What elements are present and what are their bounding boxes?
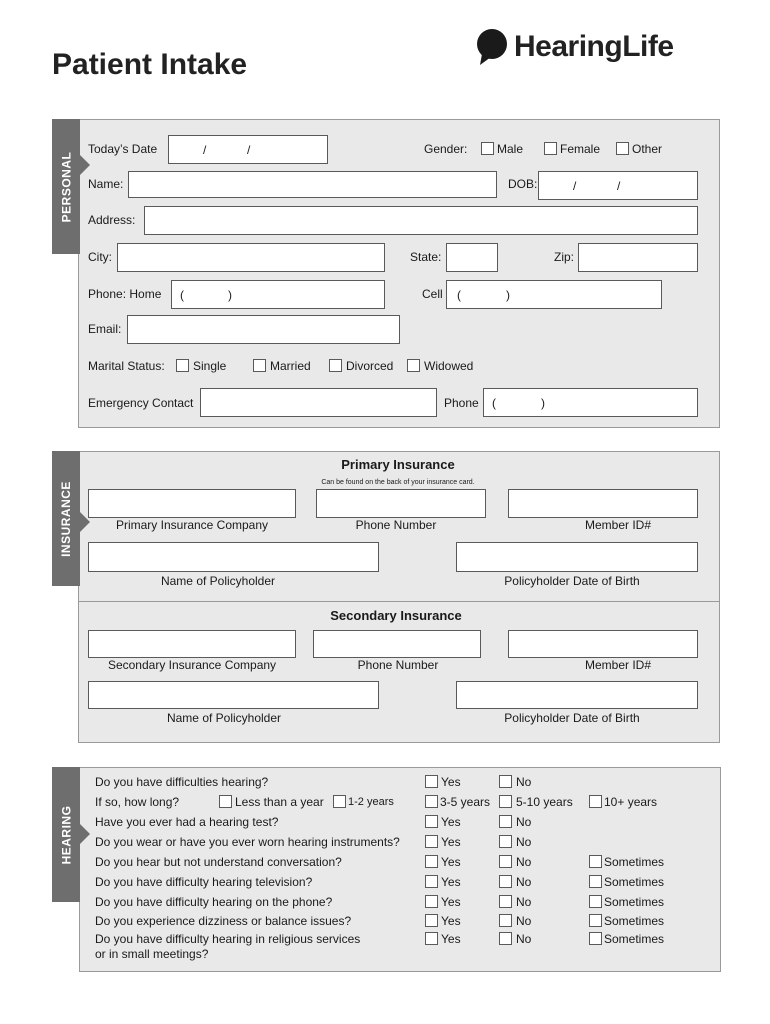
q8-sometimes-checkbox[interactable] <box>589 914 602 927</box>
q8-sometimes-label: Sometimes <box>604 914 665 928</box>
secondary-member-id-caption: Member ID# <box>584 658 652 672</box>
page-title: Patient Intake <box>52 48 248 81</box>
q9-yes-checkbox[interactable] <box>425 932 438 945</box>
gender-female-checkbox[interactable] <box>544 142 557 155</box>
zip-field[interactable] <box>578 243 698 272</box>
personal-section <box>78 119 720 428</box>
personal-tab <box>52 119 80 254</box>
duration-3-5-years-label: 3-5 years <box>440 795 491 809</box>
q9-sometimes-label: Sometimes <box>604 932 665 946</box>
phone-home-field[interactable] <box>171 280 385 309</box>
marital-status-label: Marital Status: <box>88 359 165 373</box>
primary-member-id-caption: Member ID# <box>584 518 652 532</box>
q5-no-label: No <box>516 855 532 869</box>
city-field[interactable] <box>117 243 385 272</box>
date-sep-1: / <box>203 142 207 157</box>
q7-sometimes-checkbox[interactable] <box>589 895 602 908</box>
question-difficulty-hearing: Do you have difficulties hearing? <box>95 775 269 789</box>
question-hearing-test: Have you ever had a hearing test? <box>95 815 279 829</box>
emergency-contact-field[interactable] <box>200 388 437 417</box>
question-hearing-instruments: Do you wear or have you ever worn hearing instruments? <box>95 835 400 849</box>
question-religious-services-cont: or in small meetings? <box>95 947 209 961</box>
q7-yes-checkbox[interactable] <box>425 895 438 908</box>
zip-label: Zip: <box>554 250 575 264</box>
primary-phone-caption: Phone Number <box>355 518 437 532</box>
emergency-contact-label: Emergency Contact <box>88 396 194 410</box>
secondary-company-caption: Secondary Insurance Company <box>107 658 277 672</box>
address-field[interactable] <box>144 206 698 235</box>
marital-divorced-checkbox[interactable] <box>329 359 342 372</box>
email-label: Email: <box>88 322 122 336</box>
q9-no-label: No <box>516 932 532 946</box>
duration-less-than-year-label: Less than a year <box>235 795 324 809</box>
emergency-phone-label: Phone <box>444 396 479 410</box>
question-how-long: If so, how long? <box>95 795 180 809</box>
q3-yes-label: Yes <box>441 815 461 829</box>
q8-yes-label: Yes <box>441 914 461 928</box>
insurance-tab-label: INSURANCE <box>59 480 73 557</box>
primary-phone-field[interactable] <box>316 489 486 518</box>
q4-no-label: No <box>516 835 532 849</box>
primary-company-caption: Primary Insurance Company <box>115 518 269 532</box>
city-label: City: <box>88 250 112 264</box>
q1-no-checkbox[interactable] <box>499 775 512 788</box>
q3-yes-checkbox[interactable] <box>425 815 438 828</box>
primary-company-field[interactable] <box>88 489 296 518</box>
gender-other-label: Other <box>632 142 663 156</box>
paren-close: ) <box>541 395 545 410</box>
logo-text: HearingLife <box>514 30 674 63</box>
dob-label: DOB: <box>508 177 538 191</box>
gender-female-label: Female <box>560 142 601 156</box>
q6-no-checkbox[interactable] <box>499 875 512 888</box>
q8-yes-checkbox[interactable] <box>425 914 438 927</box>
phone-home-label: Phone: Home <box>88 287 162 301</box>
gender-other-checkbox[interactable] <box>616 142 629 155</box>
q5-sometimes-checkbox[interactable] <box>589 855 602 868</box>
q5-no-checkbox[interactable] <box>499 855 512 868</box>
q5-sometimes-label: Sometimes <box>604 855 665 869</box>
marital-single-label: Single <box>193 359 227 373</box>
primary-insurance-note: Can be found on the back of your insurance card. <box>321 479 475 486</box>
question-dizziness: Do you experience dizziness or balance issues? <box>95 914 352 928</box>
state-label: State: <box>410 250 442 264</box>
tab-arrow-icon <box>80 824 90 844</box>
secondary-policyholder-name-field[interactable] <box>88 681 379 709</box>
primary-member-id-field[interactable] <box>508 489 698 518</box>
marital-divorced-label: Divorced <box>346 359 394 373</box>
secondary-company-field[interactable] <box>88 630 296 658</box>
q8-no-checkbox[interactable] <box>499 914 512 927</box>
q9-no-checkbox[interactable] <box>499 932 512 945</box>
gender-male-checkbox[interactable] <box>481 142 494 155</box>
todays-date-field[interactable] <box>168 135 328 164</box>
name-field[interactable] <box>128 171 497 198</box>
q7-no-label: No <box>516 895 532 909</box>
duration-10-plus-years-label: 10+ years <box>604 795 658 809</box>
q7-yes-label: Yes <box>441 895 461 909</box>
q3-no-label: No <box>516 815 532 829</box>
dob-field[interactable] <box>538 171 698 200</box>
q6-sometimes-checkbox[interactable] <box>589 875 602 888</box>
secondary-policyholder-dob-caption: Policyholder Date of Birth <box>504 711 640 725</box>
name-label: Name: <box>88 177 124 191</box>
question-understand-conversation: Do you hear but not understand conversation? <box>95 855 342 869</box>
gender-male-label: Male <box>497 142 524 156</box>
primary-policyholder-name-caption: Name of Policyholder <box>160 574 276 588</box>
dob-sep-1: / <box>573 178 577 193</box>
todays-date-label: Today’s Date <box>88 142 158 156</box>
primary-policyholder-dob-caption: Policyholder Date of Birth <box>504 574 640 588</box>
insurance-divider <box>79 601 719 602</box>
address-label: Address: <box>88 213 136 227</box>
q9-sometimes-checkbox[interactable] <box>589 932 602 945</box>
paren-close: ) <box>228 287 232 302</box>
marital-widowed-label: Widowed <box>424 359 474 373</box>
q4-yes-label: Yes <box>441 835 461 849</box>
q6-sometimes-label: Sometimes <box>604 875 665 889</box>
dob-sep-2: / <box>617 178 621 193</box>
email-field[interactable] <box>127 315 400 344</box>
marital-married-checkbox[interactable] <box>253 359 266 372</box>
q1-yes-checkbox[interactable] <box>425 775 438 788</box>
insurance-tab <box>52 451 80 586</box>
q5-yes-checkbox[interactable] <box>425 855 438 868</box>
gender-label: Gender: <box>424 142 468 156</box>
duration-1-2-years-label: 1-2 years <box>348 796 394 808</box>
primary-policyholder-dob-field[interactable] <box>456 542 698 572</box>
q4-no-checkbox[interactable] <box>499 835 512 848</box>
q7-no-checkbox[interactable] <box>499 895 512 908</box>
tab-arrow-icon <box>80 155 90 175</box>
marital-single-checkbox[interactable] <box>176 359 189 372</box>
q8-no-label: No <box>516 914 532 928</box>
paren-open: ( <box>180 287 184 302</box>
emergency-phone-field[interactable] <box>483 388 698 417</box>
personal-tab-label: PERSONAL <box>59 151 73 222</box>
duration-1-2-years-checkbox[interactable] <box>333 795 346 808</box>
primary-policyholder-name-field[interactable] <box>88 542 379 572</box>
cell-label: Cell <box>422 287 443 301</box>
hearing-tab-label: HEARING <box>59 805 73 864</box>
secondary-member-id-field[interactable] <box>508 630 698 658</box>
duration-10-plus-years-checkbox[interactable] <box>589 795 602 808</box>
q1-no-label: No <box>516 775 532 789</box>
secondary-policyholder-dob-field[interactable] <box>456 681 698 709</box>
duration-3-5-years-checkbox[interactable] <box>425 795 438 808</box>
question-religious-services: Do you have difficulty hearing in religious services <box>95 932 361 946</box>
duration-less-than-year-checkbox[interactable] <box>219 795 232 808</box>
q6-yes-label: Yes <box>441 875 461 889</box>
q5-yes-label: Yes <box>441 855 461 869</box>
question-television: Do you have difficulty hearing television? <box>95 875 313 889</box>
q7-sometimes-label: Sometimes <box>604 895 665 909</box>
duration-5-10-years-checkbox[interactable] <box>499 795 512 808</box>
paren-close: ) <box>506 287 510 302</box>
date-sep-2: / <box>247 142 251 157</box>
question-phone: Do you have difficulty hearing on the phone? <box>95 895 333 909</box>
speech-bubble-icon <box>474 28 510 66</box>
q9-yes-label: Yes <box>441 932 461 946</box>
q4-yes-checkbox[interactable] <box>425 835 438 848</box>
paren-open: ( <box>457 287 461 302</box>
secondary-phone-caption: Phone Number <box>357 658 439 672</box>
state-field[interactable] <box>446 243 498 272</box>
q6-no-label: No <box>516 875 532 889</box>
marital-widowed-checkbox[interactable] <box>407 359 420 372</box>
secondary-insurance-heading: Secondary Insurance <box>330 608 462 623</box>
q3-no-checkbox[interactable] <box>499 815 512 828</box>
secondary-policyholder-name-caption: Name of Policyholder <box>166 711 282 725</box>
cell-phone-field[interactable] <box>446 280 662 309</box>
secondary-phone-field[interactable] <box>313 630 481 658</box>
q6-yes-checkbox[interactable] <box>425 875 438 888</box>
primary-insurance-heading: Primary Insurance <box>341 457 455 472</box>
hearing-tab <box>52 767 80 902</box>
marital-married-label: Married <box>270 359 311 373</box>
hearinglife-logo <box>474 28 674 66</box>
duration-5-10-years-label: 5-10 years <box>516 795 573 809</box>
paren-open: ( <box>492 395 496 410</box>
q1-yes-label: Yes <box>441 775 461 789</box>
